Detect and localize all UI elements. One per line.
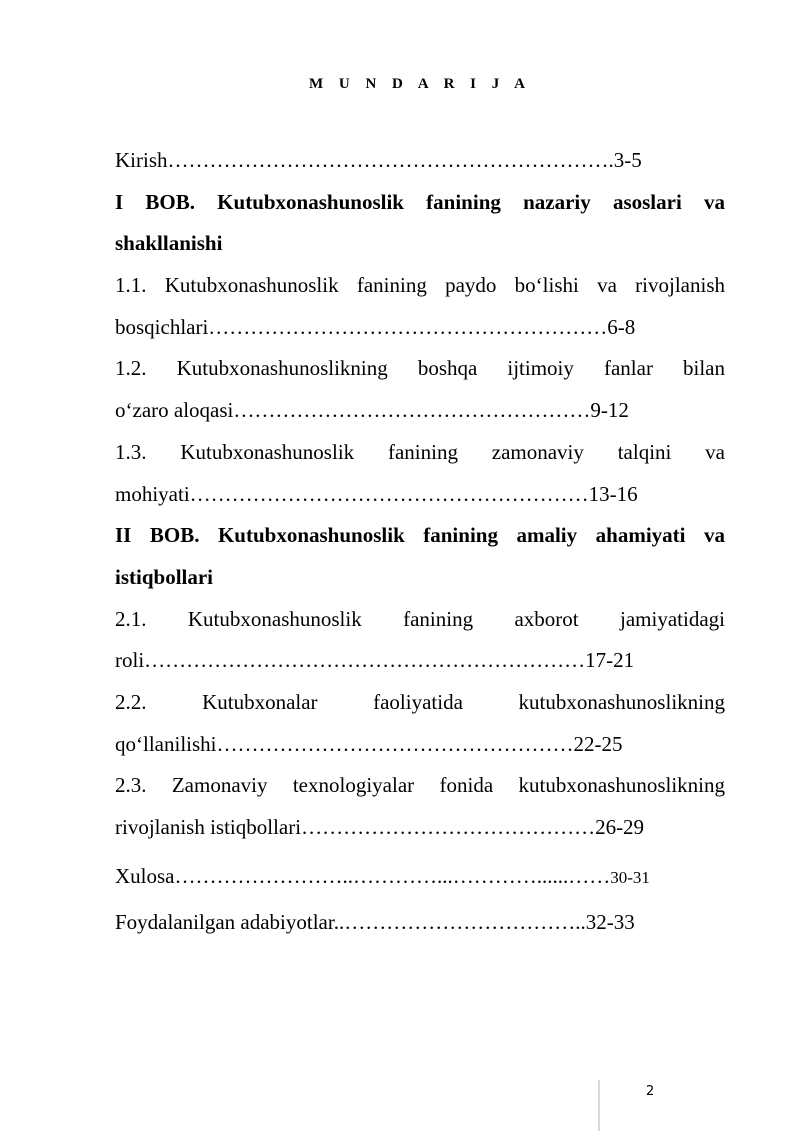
toc-entry-intro: Kirish……………………………………………………….3-5 — [115, 148, 642, 172]
toc-entry-conclusion — [115, 856, 725, 898]
toc-entry-2-2-cont: qo‘llanilishi……………………………………………22-25 — [115, 731, 623, 756]
table-of-contents — [115, 140, 725, 944]
toc-entry-references: Foydalanilgan adabiyotlar..……………………………..32-33 — [115, 910, 635, 935]
toc-chapter-1-title: I BOB. Kutubxonashunoslik fanining nazariy asoslari va — [115, 189, 725, 214]
toc-entry-2-3: 2.3. Zamonaviy texnologiyalar fonida kutubxonashunoslikning — [115, 773, 725, 798]
toc-chapter-2-title-cont: istiqbollari — [115, 564, 214, 589]
toc-entry-1-1: 1.1. Kutubxonashunoslik fanining paydo bo‘lishi va rivojlanish — [115, 273, 725, 298]
toc-chapter-1-title-cont: shakllanishi — [115, 231, 223, 256]
toc-entry-1-3: 1.3. Kutubxonashunoslik fanining zamonaviy talqini va — [115, 439, 725, 464]
toc-chapter-2-title: II BOB. Kutubxonashunoslik fanining amaliy ahamiyati va — [115, 523, 725, 548]
toc-entry-1-2: 1.2. Kutubxonashunoslikning boshqa ijtimoiy fanlar bilan — [115, 356, 725, 381]
page-title: M U N D A R I J A — [308, 76, 531, 92]
page-number: 2 — [646, 1084, 655, 1099]
toc-entry-2-1: 2.1. Kutubxonashunoslik fanining axborot jamiyatidagi — [115, 606, 725, 631]
toc-conclusion-pages: 30-31 — [610, 867, 650, 887]
toc-entry-1-3-cont: mohiyati…………………………………………………13-16 — [115, 481, 638, 506]
toc-conclusion-label: Xulosa……………………..…………...…………......…… — [115, 863, 611, 888]
toc-entry-2-2: 2.2. Kutubxonalar faoliyatida kutubxonashunoslikning — [115, 689, 725, 714]
toc-entry-2-1-cont: roli………………………………………………………17-21 — [115, 648, 635, 673]
toc-entry-1-1-cont: bosqichlari…………………………………………………6-8 — [115, 314, 636, 339]
toc-entry-2-3-cont: rivojlanish istiqbollari……………………………………26-29 — [115, 815, 645, 839]
toc-entry-1-2-cont: o‘zaro aloqasi……………………………………………9-12 — [115, 398, 629, 423]
footer-divider — [598, 1080, 600, 1131]
